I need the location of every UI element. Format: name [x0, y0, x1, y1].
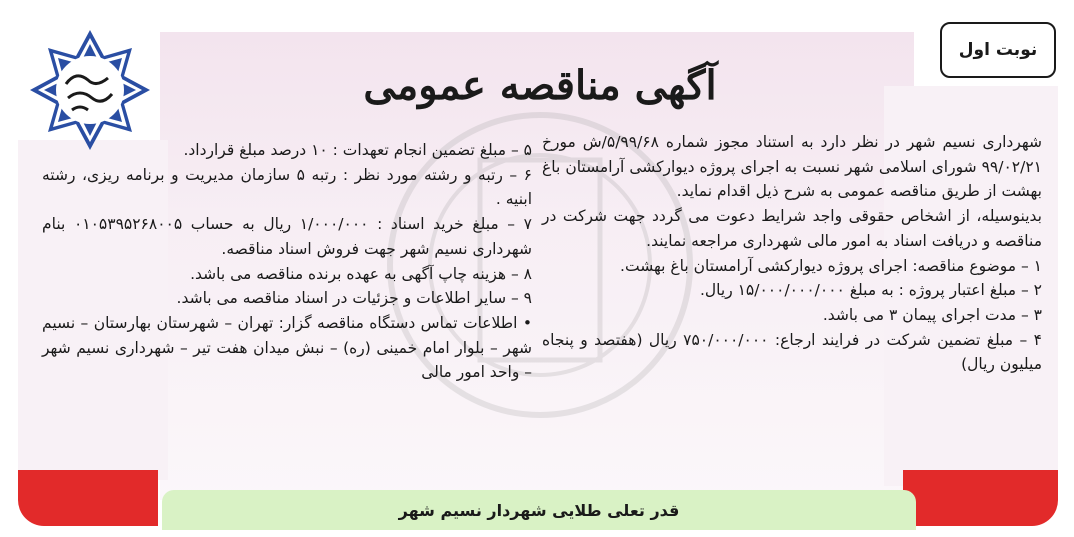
announcement-left-column	[42, 138, 532, 385]
red-corner-left	[18, 470, 158, 526]
item-1: ۱ – موضوع مناقصه: اجرای پروژه دیوارکشی آرامستان باغ بهشت.	[620, 256, 1042, 275]
page-title: آگهی مناقصه عمومی	[363, 62, 717, 109]
badge-label: نوبت اول	[958, 40, 1038, 60]
footer-text: قدر تعلی طلایی شهردار نسیم شهر	[398, 500, 680, 520]
item-4: ۴ – مبلغ تضمین شرکت در فرایند ارجاع: ۷۵۰/۰۰۰/۰۰۰ ریال (هفتصد و پنجاه میلیون ریال)	[542, 330, 1042, 374]
footer-banner	[162, 490, 916, 530]
paragraph-intro: شهرداری نسیم شهر در نظر دارد به استناد مجوز شماره ۵/۹۹/۶۸/ش مورخ ۹۹/۰۲/۲۱ شورای اسلامی شهر نسبت به اجرای پروژه دیوارکشی آرامستان باغ بهشت از طریق مناقصه عمومی به شرح ذیل اقدام نماید.	[542, 133, 1043, 201]
announcement-right-column	[542, 130, 1042, 377]
paragraph-invitation: بدینوسیله، از اشخاص حقوقی واجد شرایط دعوت می گردد جهت شرکت در مناقصه و دریافت اسناد به امور مالی شهرداری مراجعه نمایند.	[542, 207, 1042, 250]
item-2: ۲ – مبلغ اعتبار پروژه : به مبلغ ۱۵/۰۰۰/۰۰۰/۰۰۰ ریال.	[699, 281, 1042, 300]
item-5: ۵ – مبلغ تضمین انجام تعهدات : ۱۰ درصد مبلغ قرارداد.	[183, 141, 532, 159]
issue-badge	[940, 22, 1056, 78]
item-3: ۳ – مدت اجرای پیمان ۳ می باشد.	[822, 305, 1042, 324]
red-corner-right	[903, 470, 1058, 526]
item-9: ۹ – سایر اطلاعات و جزئیات در اسناد مناقصه می باشد.	[176, 289, 532, 308]
item-8: ۸ – هزینه چاپ آگهی به عهده برنده مناقصه می باشد.	[190, 264, 532, 283]
item-7: ۷ – مبلغ خرید اسناد : ۱/۰۰۰/۰۰۰ ریال به حساب ۰۱۰۵۳۹۵۲۶۸۰۰۵ بنام شهرداری نسیم شهر جهت فروش اسناد مناقصه.	[42, 215, 532, 258]
contact-info: • اطلاعات تماس دستگاه مناقصه گزار: تهران – شهرستان بهارستان – نسیم شهر – بلوار امام خمینی (ره) – نبش میدان هفت تیر – شهرداری نسیم شهر – واحد امور مالی	[42, 313, 532, 382]
item-6: ۶ – رتبه و رشته مورد نظر : رتبه ۵ سازمان مدیریت و برنامه ریزی، رشته ابنیه .	[42, 165, 532, 209]
municipality-logo-icon	[22, 28, 158, 152]
